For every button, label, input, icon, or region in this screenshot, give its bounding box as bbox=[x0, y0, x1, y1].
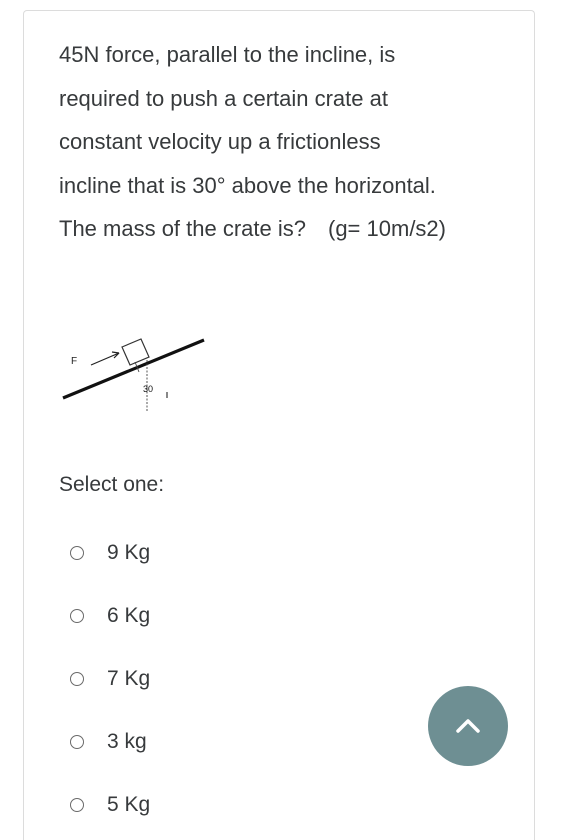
answer-option-label: 7 Kg bbox=[107, 666, 151, 690]
question-line: constant velocity up a frictionless bbox=[59, 129, 381, 154]
answer-option-label: 9 Kg bbox=[107, 540, 151, 564]
question-line: required to push a certain crate at bbox=[59, 85, 388, 111]
answer-option-label: 5 Kg bbox=[107, 792, 151, 816]
incline-diagram bbox=[59, 320, 206, 424]
force-label: F bbox=[71, 356, 78, 367]
question-line: 45N force, parallel to the incline, is bbox=[59, 42, 396, 67]
answer-option[interactable] bbox=[70, 647, 150, 710]
radio-empty-icon[interactable] bbox=[70, 609, 84, 623]
answer-option-label: 6 Kg bbox=[107, 603, 151, 627]
scroll-to-top-button[interactable] bbox=[428, 686, 508, 766]
question-text bbox=[59, 33, 519, 251]
crate bbox=[122, 339, 149, 365]
chevron-up-icon bbox=[453, 716, 483, 736]
radio-empty-icon[interactable] bbox=[70, 546, 84, 560]
question-line-last bbox=[59, 207, 519, 251]
answer-option[interactable] bbox=[70, 773, 150, 836]
force-arrow-head-a bbox=[112, 352, 119, 353]
answer-option[interactable] bbox=[70, 521, 150, 584]
question-given: (g= 10m/s2) bbox=[328, 216, 446, 241]
force-arrow bbox=[91, 353, 119, 365]
select-one-label: Select one: bbox=[59, 473, 165, 496]
radio-empty-icon[interactable] bbox=[70, 798, 84, 812]
answer-option[interactable] bbox=[70, 710, 150, 773]
answer-option[interactable] bbox=[70, 584, 150, 647]
question-line: incline that is 30° above the horizontal. bbox=[59, 172, 436, 198]
answer-option-label: 3 kg bbox=[107, 729, 147, 753]
question-prompt: The mass of the crate is? bbox=[59, 216, 306, 241]
radio-empty-icon[interactable] bbox=[70, 672, 84, 686]
incline-diagram-svg bbox=[59, 320, 206, 424]
angle-label: 30 bbox=[143, 384, 154, 394]
answer-options bbox=[70, 521, 150, 836]
radio-empty-icon[interactable] bbox=[70, 735, 84, 749]
